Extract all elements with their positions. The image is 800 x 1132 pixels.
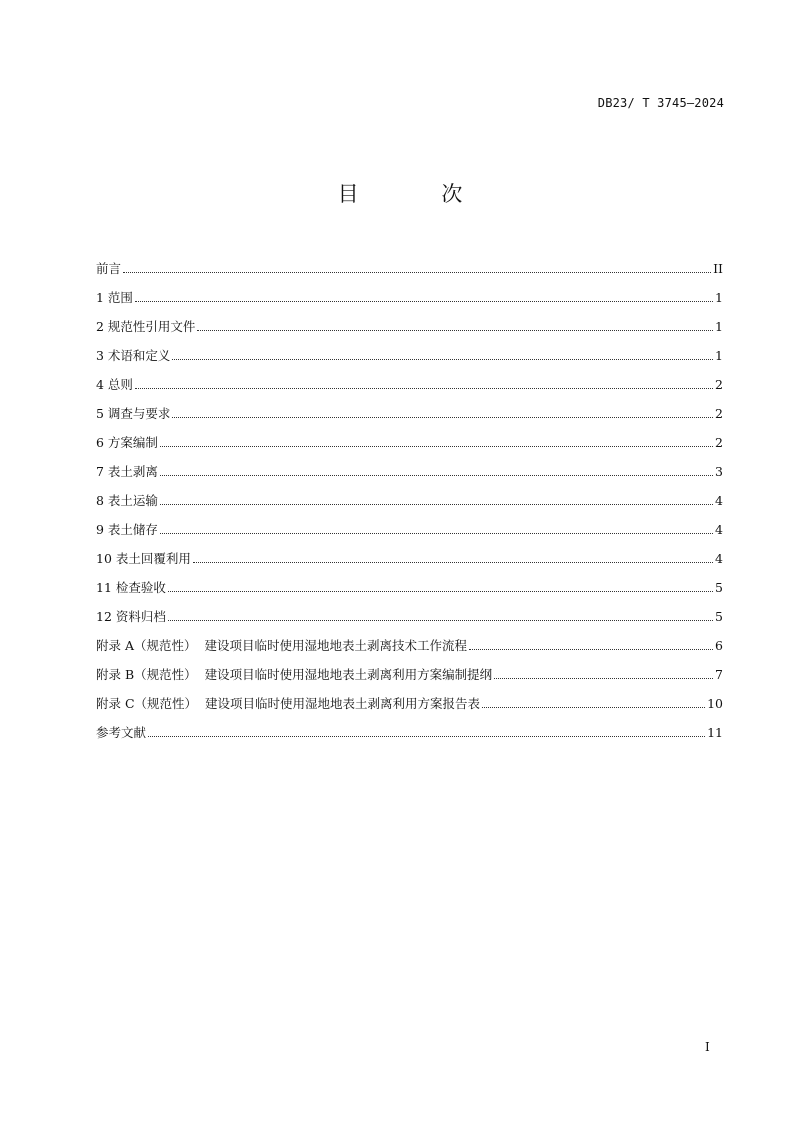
toc-entry-label: 10 表土回覆利用 <box>96 551 191 566</box>
toc-leader-dots <box>172 416 713 418</box>
toc-leader-dots <box>469 648 713 650</box>
toc-entry-page: 4 <box>715 522 723 537</box>
toc-entry-label: 2 规范性引用文件 <box>96 319 196 334</box>
toc-leader-dots <box>193 561 713 563</box>
toc-leader-dots <box>148 735 705 737</box>
toc-entry[interactable] <box>96 287 723 316</box>
toc-entry-page: 2 <box>715 435 723 450</box>
toc-entry[interactable] <box>96 345 723 374</box>
toc-entry-page: 1 <box>715 319 723 334</box>
toc-entry-page: 6 <box>715 638 723 653</box>
page-title: 目 次 <box>337 182 501 206</box>
toc-leader-dots <box>160 445 713 447</box>
toc-entry-page: 1 <box>715 290 723 305</box>
toc-entry[interactable] <box>96 577 723 606</box>
toc-leader-dots <box>482 706 705 708</box>
toc-entry[interactable] <box>96 664 723 693</box>
toc-entry[interactable] <box>96 548 723 577</box>
toc-entry-page: 2 <box>715 406 723 421</box>
toc-leader-dots <box>135 300 713 302</box>
toc-entry-label: 11 检查验收 <box>96 580 166 595</box>
toc-entry-page: 5 <box>715 580 723 595</box>
toc-leader-dots <box>172 358 713 360</box>
toc-entry-page: 3 <box>715 464 723 479</box>
toc-entry[interactable] <box>96 403 723 432</box>
toc-entry-page: 4 <box>715 551 723 566</box>
toc-entry-label: 前言 <box>96 261 122 276</box>
toc-entry[interactable] <box>96 374 723 403</box>
toc-leader-dots <box>494 677 713 679</box>
toc-entry-label: 4 总则 <box>96 377 133 392</box>
toc-entry-label: 附录 B（规范性） 建设项目临时使用湿地地表土剥离利用方案编制提纲 <box>96 667 493 682</box>
toc-leader-dots <box>160 503 713 505</box>
toc-entry[interactable] <box>96 693 723 722</box>
toc-entry-page: 2 <box>715 377 723 392</box>
toc-entry[interactable] <box>96 635 723 664</box>
toc-entry-label: 3 术语和定义 <box>96 348 171 363</box>
toc-leader-dots <box>168 590 713 592</box>
toc-entry-label: 附录 C（规范性） 建设项目临时使用湿地地表土剥离利用方案报告表 <box>96 696 480 711</box>
toc-entry-label: 7 表土剥离 <box>96 464 158 479</box>
toc-entry-label: 9 表土储存 <box>96 522 158 537</box>
toc-leader-dots <box>160 532 713 534</box>
toc-entry-page: 11 <box>707 725 723 740</box>
page-number: I <box>705 1040 710 1054</box>
toc-entry-page: 10 <box>707 696 723 711</box>
toc-entry[interactable] <box>96 490 723 519</box>
toc-entry-label: 5 调查与要求 <box>96 406 171 421</box>
table-of-contents <box>96 258 723 751</box>
toc-entry-page: 1 <box>715 348 723 363</box>
toc-entry-label: 参考文献 <box>96 725 147 740</box>
toc-entry-label: 附录 A（规范性） 建设项目临时使用湿地地表土剥离技术工作流程 <box>96 638 467 653</box>
toc-entry-label: 1 范围 <box>96 290 133 305</box>
toc-entry[interactable] <box>96 519 723 548</box>
toc-leader-dots <box>197 329 713 331</box>
toc-entry[interactable] <box>96 606 723 635</box>
toc-entry[interactable] <box>96 461 723 490</box>
toc-leader-dots <box>168 619 713 621</box>
toc-entry-label: 12 资料归档 <box>96 609 166 624</box>
toc-entry-page: 7 <box>715 667 723 682</box>
toc-entry-page: 4 <box>715 493 723 508</box>
toc-leader-dots <box>135 387 713 389</box>
toc-entry-page: 5 <box>715 609 723 624</box>
toc-entry[interactable] <box>96 316 723 345</box>
toc-entry-page: II <box>713 261 723 276</box>
toc-entry[interactable] <box>96 258 723 287</box>
toc-leader-dots <box>160 474 713 476</box>
toc-entry-label: 6 方案编制 <box>96 435 158 450</box>
toc-entry[interactable] <box>96 432 723 461</box>
toc-entry[interactable] <box>96 722 723 751</box>
toc-leader-dots <box>123 271 711 273</box>
document-code: DB23/ T 3745—2024 <box>597 96 724 110</box>
toc-entry-label: 8 表土运输 <box>96 493 158 508</box>
